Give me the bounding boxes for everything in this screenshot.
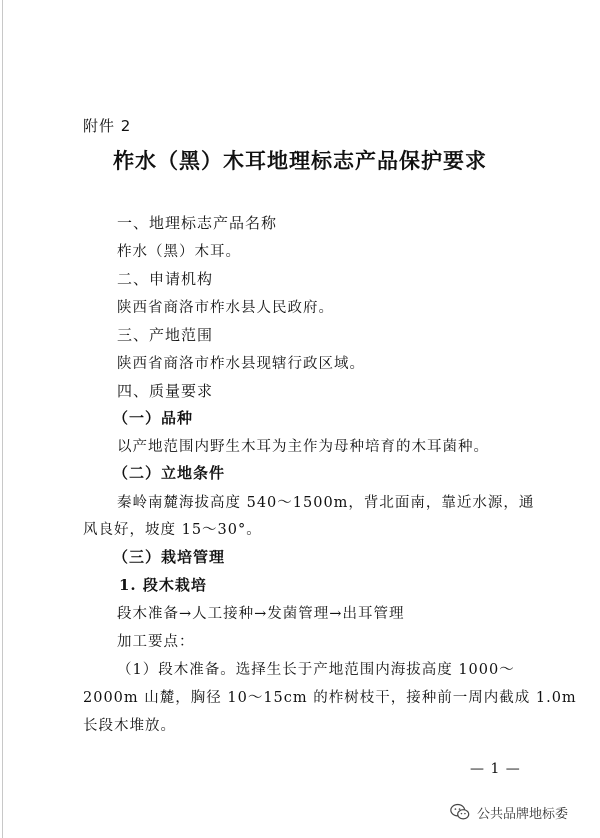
log-cultivation-flow: 段木准备→人工接种→发菌管理→出耳管理 xyxy=(117,606,405,622)
subsection-site-body-line2: 风良好，坡度 15～30°。 xyxy=(83,522,262,538)
section-2-heading: 二、申请机构 xyxy=(117,270,214,288)
section-3-heading: 三、产地范围 xyxy=(117,326,214,344)
section-3-body: 陕西省商洛市柞水县现辖行政区域。 xyxy=(117,356,365,372)
page-number: — 1 — xyxy=(470,761,521,777)
section-4-heading: 四、质量要求 xyxy=(117,382,214,400)
subsection-variety-body: 以产地范围内野生木耳为主作为母种培育的木耳菌种。 xyxy=(117,439,489,455)
log-cultivation-heading: 1. 段木栽培 xyxy=(119,576,207,594)
subsection-site-body-line1: 秦岭南麓海拔高度 540～1500m，背北面南，靠近水源，通 xyxy=(117,495,535,511)
point-1-line1: （1）段木准备。选择生长于产地范围内海拔高度 1000～ xyxy=(117,662,515,678)
processing-points-label: 加工要点： xyxy=(117,634,195,650)
section-1-heading: 一、地理标志产品名称 xyxy=(117,214,278,232)
wechat-icon xyxy=(449,801,471,823)
document-title: 柞水（黑）木耳地理标志产品保护要求 xyxy=(113,148,487,173)
watermark-text: 公共品牌地标委 xyxy=(477,806,569,822)
point-1-line2: 2000m 山麓，胸径 10～15cm 的柞树枝干，接种前一周内截成 1.0m xyxy=(83,690,577,706)
watermark xyxy=(449,799,568,825)
subsection-variety-heading: （一）品种 xyxy=(113,409,194,427)
page-edge xyxy=(2,0,3,838)
point-1-line3: 长段木堆放。 xyxy=(83,718,176,734)
section-2-body: 陕西省商洛市柞水县人民政府。 xyxy=(117,300,334,316)
annex-label: 附件 2 xyxy=(83,117,132,135)
subsection-cultivation-heading: （三）栽培管理 xyxy=(113,548,226,566)
subsection-site-heading: （二）立地条件 xyxy=(113,464,226,482)
section-1-body: 柞水（黑）木耳。 xyxy=(117,244,241,260)
